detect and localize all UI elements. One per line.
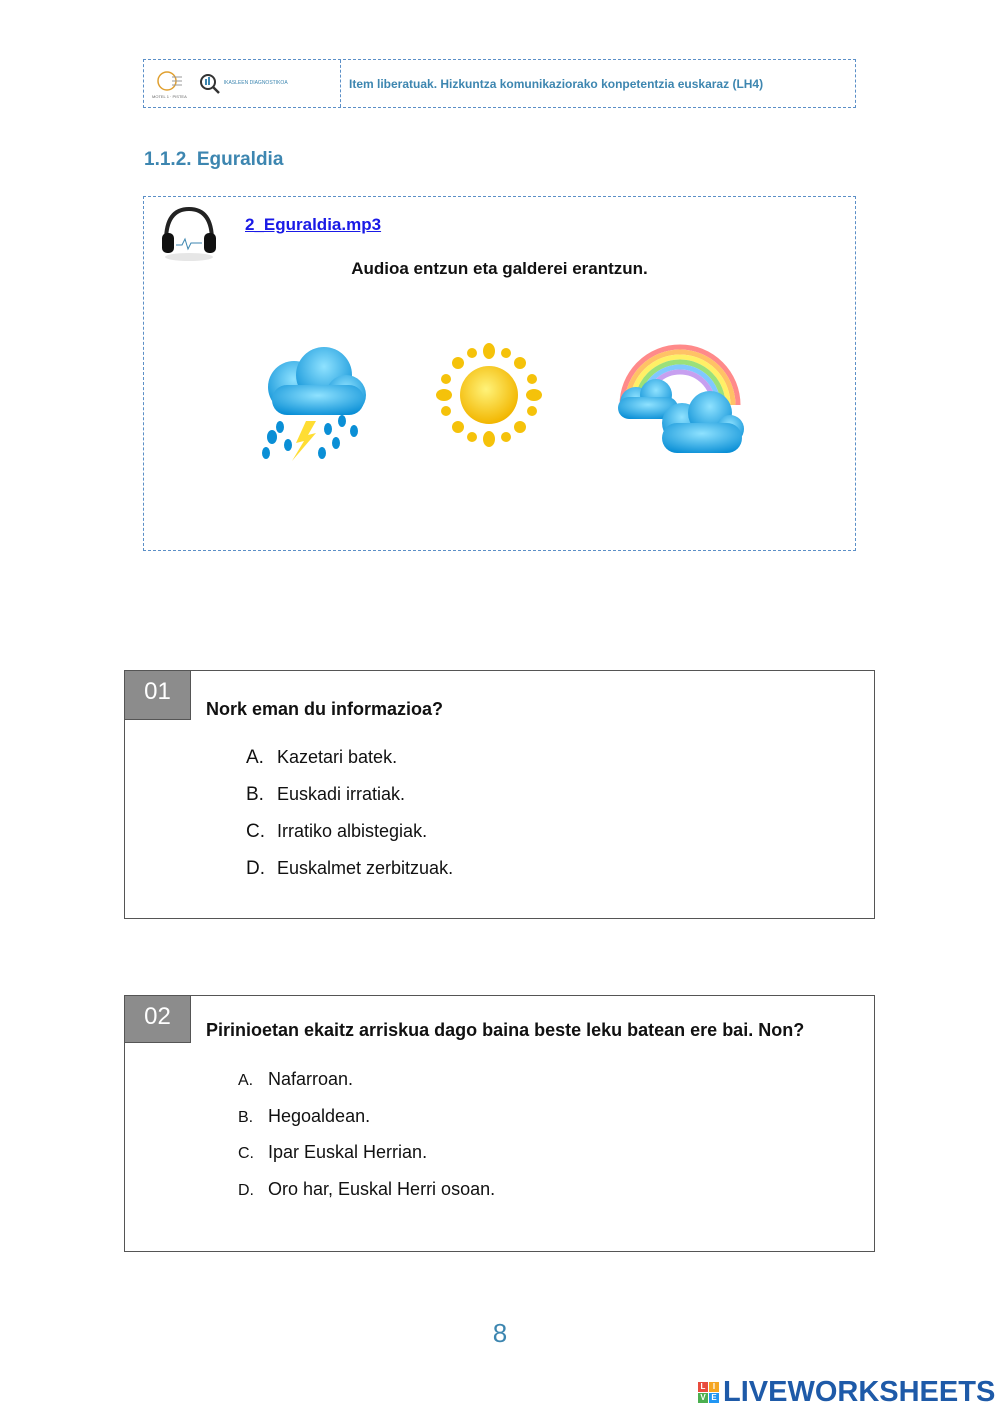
rainbow-cloud-icon [614, 343, 746, 461]
audio-instruction: Audioa entzun eta galderei erantzun. [351, 259, 648, 278]
diagnostic-logo: IKASLEEN DIAGNOSTIKOA [199, 73, 288, 95]
question-number: 01 [125, 671, 191, 720]
page-number: 8 [492, 1318, 508, 1348]
answer-option[interactable]: D. Euskalmet zerbitzuak. [246, 858, 454, 879]
answer-option[interactable]: A. Kazetari batek. [246, 747, 398, 768]
liveworksheets-brand: LIVEWORKSHEETS [723, 1376, 996, 1408]
header-title: Item liberatuak. Hizkuntza komunikaziorako konpetentzia euskaraz (LH4) [349, 76, 764, 91]
question-card [124, 995, 875, 1252]
page-header [143, 59, 856, 108]
audio-file-link[interactable]: 2_Eguraldia.mp3 [245, 215, 382, 234]
liveworksheets-badge: L I V E [698, 1382, 719, 1403]
sun-icon [436, 343, 542, 447]
headphones-icon [158, 203, 220, 265]
section-title: 1.1.2. Eguraldia [144, 149, 284, 170]
school-logo: MOTEL 1 · PISTEA [152, 69, 187, 99]
question-text: Nork eman du informazioa? [206, 699, 444, 719]
audio-panel [143, 196, 856, 551]
question-number: 02 [125, 996, 191, 1043]
answer-option[interactable]: C. Irratiko albistegiak. [246, 821, 428, 842]
header-logos [144, 60, 341, 107]
question-card [124, 670, 875, 919]
answer-option[interactable]: C. Ipar Euskal Herrian. [238, 1142, 428, 1162]
answer-option[interactable]: B. Hegoaldean. [238, 1106, 371, 1126]
answer-option[interactable]: A. Nafarroan. [238, 1069, 354, 1089]
answer-option[interactable]: B. Euskadi irratiak. [246, 784, 406, 805]
answer-option[interactable]: D. Oro har, Euskal Herri osoan. [238, 1179, 496, 1199]
storm-cloud-icon [258, 345, 370, 463]
liveworksheets-logo[interactable] [698, 1376, 995, 1409]
question-text: Pirinioetan ekaitz arriskua dago baina beste leku batean ere bai. Non? [206, 1020, 805, 1040]
